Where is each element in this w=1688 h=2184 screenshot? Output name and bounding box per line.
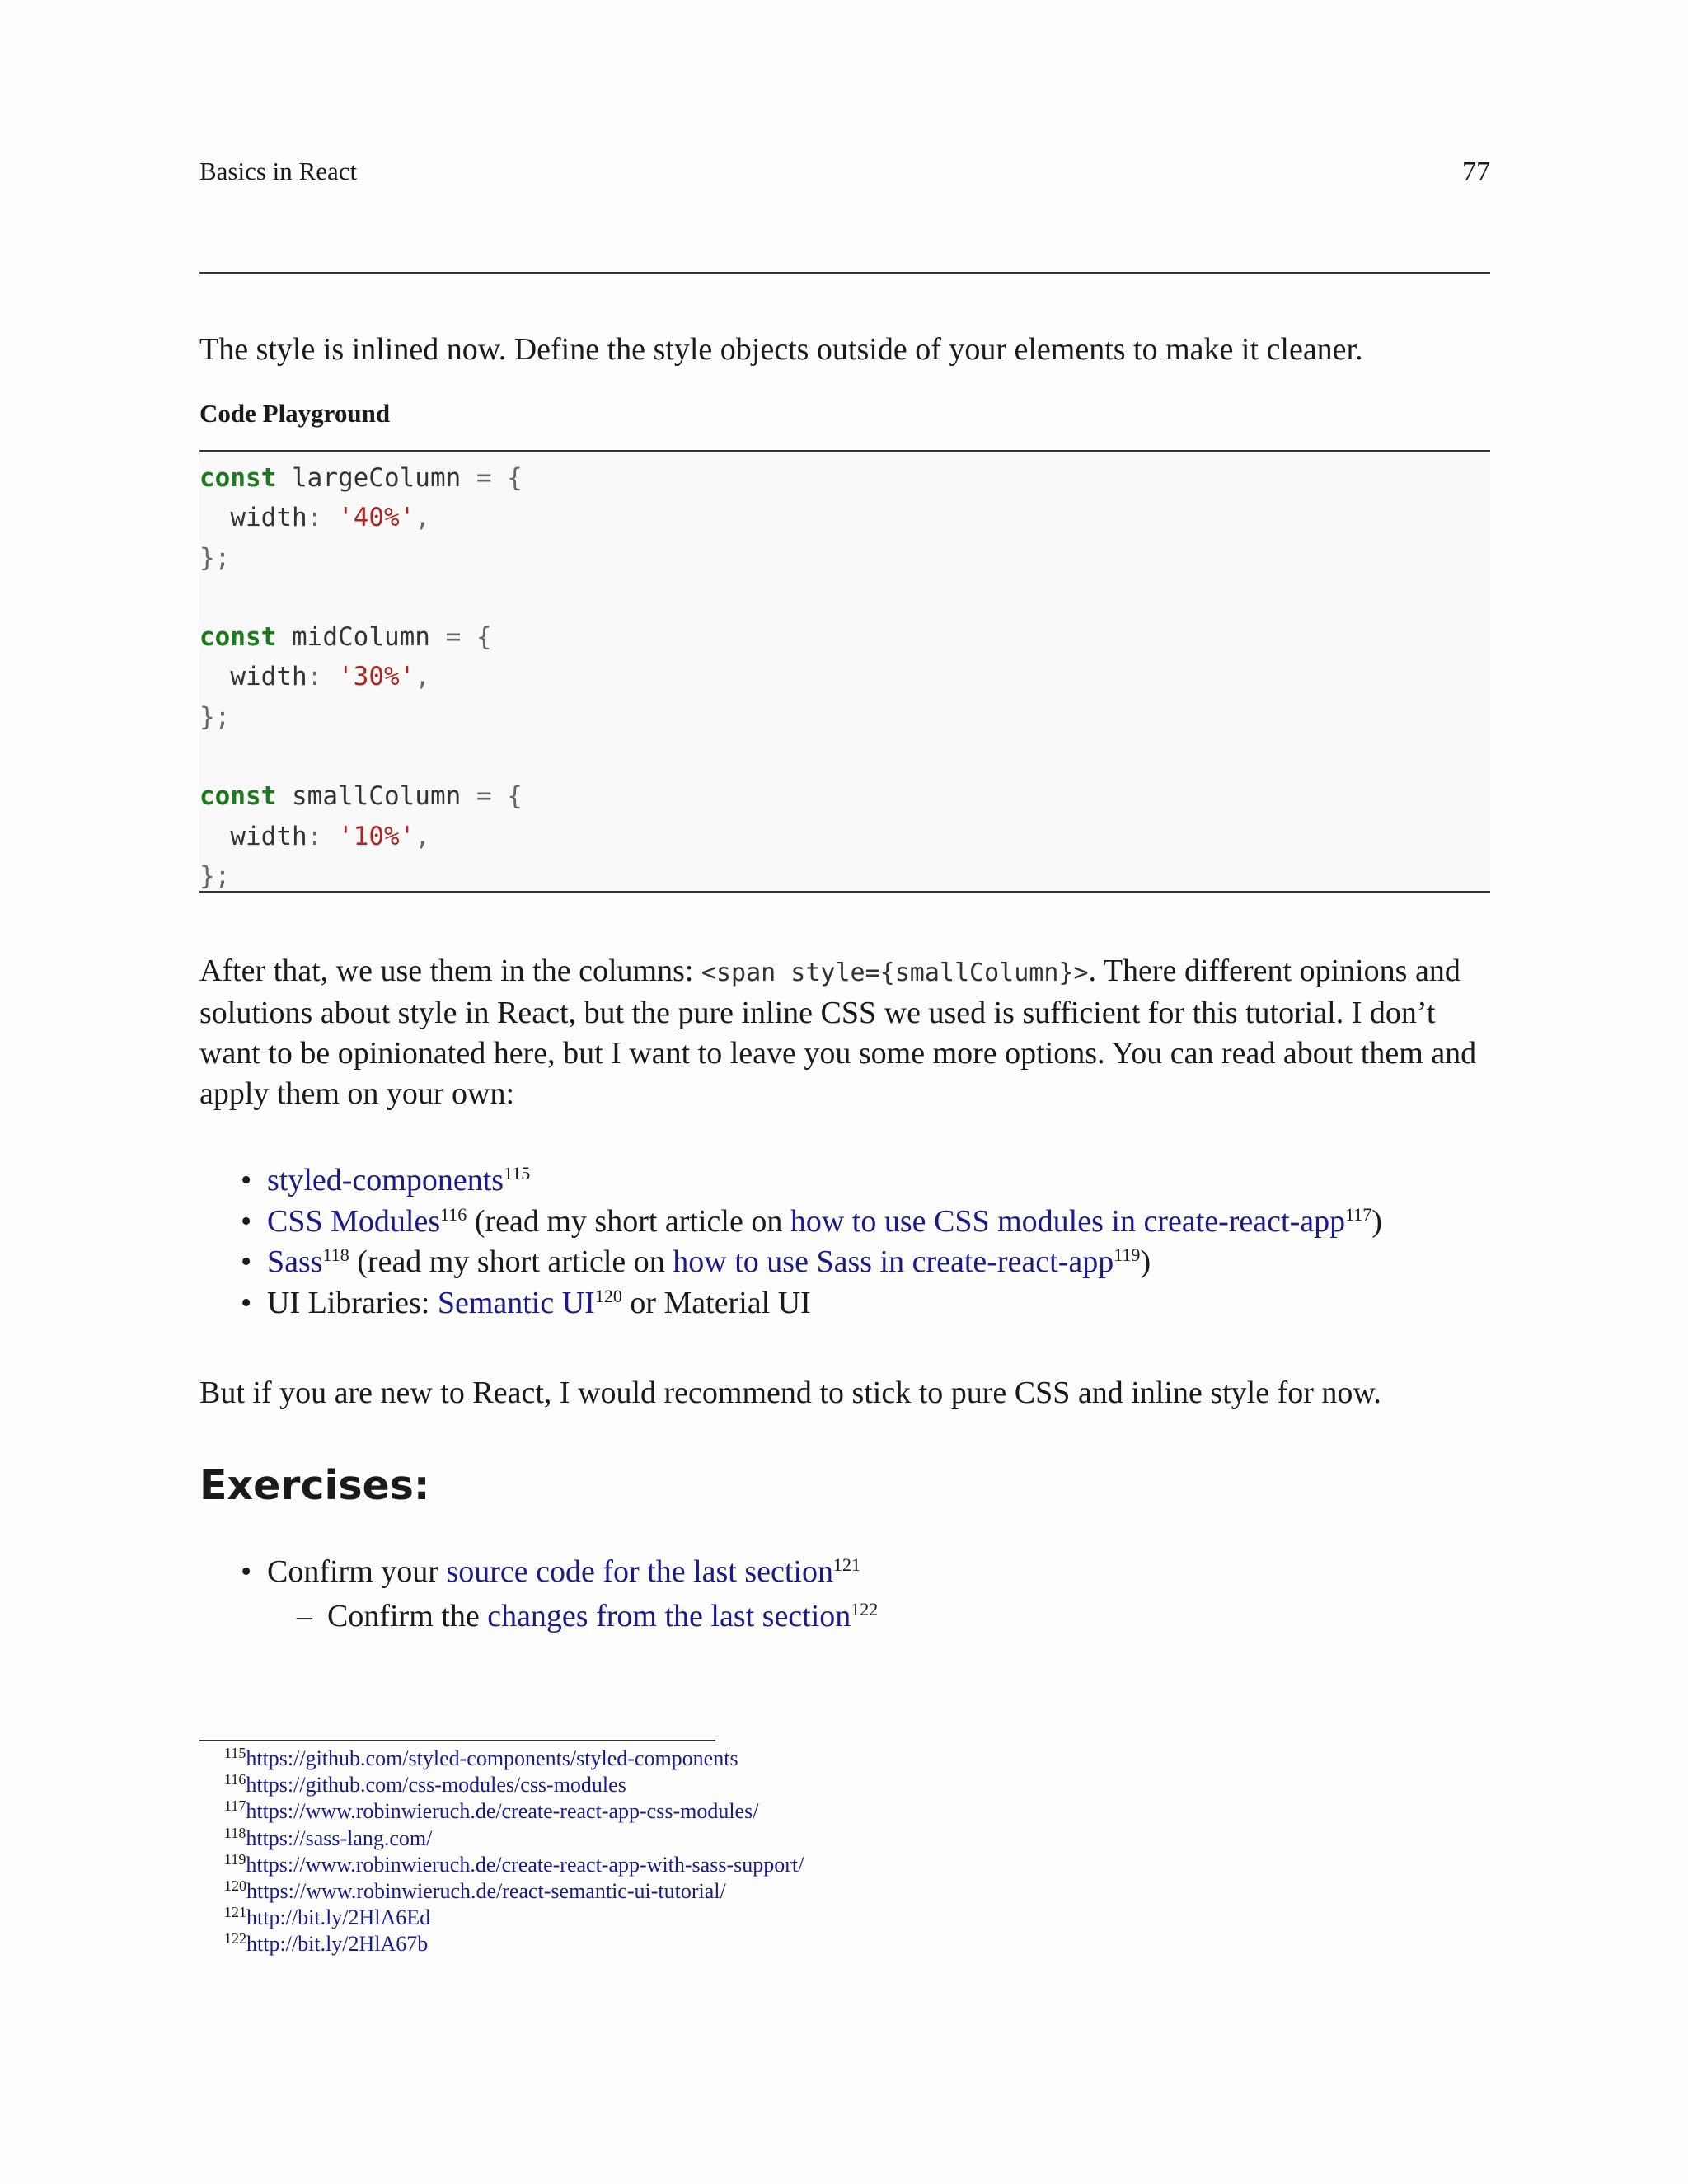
code-caption: Code Playground bbox=[199, 399, 391, 428]
css-modules-link[interactable]: CSS Modules bbox=[267, 1203, 441, 1239]
exercise-subitem: – Confirm the changes from the last section$^{122}$ bbox=[199, 1594, 1490, 1638]
footnotes bbox=[199, 1746, 1490, 1958]
exercises-heading: Exercises: bbox=[199, 1462, 430, 1509]
code-line: const midColumn = { bbox=[199, 622, 492, 653]
footnote-ref[interactable]: 122 bbox=[851, 1599, 879, 1619]
code-line: }; bbox=[199, 701, 231, 732]
footnote-ref[interactable]: 115 bbox=[504, 1163, 531, 1183]
source-code-link[interactable]: source code for the last section bbox=[446, 1554, 833, 1589]
footnote[interactable]: $^{119}$https://www.robinwieruch.de/create-react-app-with-sass-support/ bbox=[224, 1850, 804, 1877]
footnote-ref[interactable]: 121 bbox=[832, 1554, 860, 1575]
after-paragraph: After that, we use them in the columns: <span style={smallColumn}>. There different opinions and solutions about style in React, but the pure inline CSS we used is sufficient for this tutorial. I don’t want to be opinionated here, but I want to leave you some more options. You can read about them and apply them on your own: bbox=[199, 954, 1477, 1111]
running-header bbox=[199, 157, 1490, 193]
code-line: const largeColumn = { bbox=[199, 463, 523, 493]
semantic-ui-link[interactable]: Semantic UI bbox=[437, 1285, 595, 1320]
footnote[interactable]: $^{117}$https://www.robinwieruch.de/create-react-app-css-modules/ bbox=[224, 1797, 759, 1824]
footnote[interactable]: $^{118}$https://sass-lang.com/ bbox=[224, 1824, 433, 1850]
footnote-ref[interactable]: 117 bbox=[1345, 1203, 1372, 1225]
exercise-item: • Confirm your source code for the last section$^{121}$ bbox=[199, 1549, 1490, 1594]
page-number: 77 bbox=[1462, 157, 1490, 187]
styling-options-list bbox=[199, 1160, 1490, 1324]
list-item bbox=[199, 1160, 1490, 1202]
code-line: width: '10%', bbox=[199, 821, 430, 851]
footnote-ref[interactable]: 118 bbox=[322, 1244, 349, 1265]
code-line: width: '30%', bbox=[199, 662, 430, 692]
footnote[interactable]: $^{120}$https://www.robinwieruch.de/react-semantic-ui-tutorial/ bbox=[224, 1877, 726, 1903]
code-line bbox=[199, 737, 1490, 776]
inline-code: <span style={smallColumn}> bbox=[701, 958, 1089, 987]
styled-components-link[interactable]: styled-components bbox=[267, 1163, 504, 1197]
list-item: • Sass$^{118}$ (read my short article on how to use Sass in create-react-app$^{119}$) bbox=[199, 1242, 1490, 1283]
code-line: }; bbox=[199, 542, 231, 573]
chapter-title: Basics in React bbox=[199, 157, 358, 185]
css-modules-article-link[interactable]: how to use CSS modules in create-react-app bbox=[790, 1203, 1346, 1239]
sass-article-link[interactable]: how to use Sass in create-react-app bbox=[673, 1244, 1114, 1279]
footnote[interactable]: $^{116}$https://github.com/css-modules/css-modules bbox=[224, 1771, 626, 1797]
intro-paragraph: The style is inlined now. Define the style objects outside of your elements to make it cleaner. bbox=[199, 332, 1363, 367]
book-page bbox=[199, 0, 1490, 2184]
header-divider bbox=[199, 272, 1490, 274]
list-item: • UI Libraries: Semantic UI$^{120}$ or Material UI bbox=[199, 1283, 1490, 1324]
sass-link[interactable]: Sass bbox=[267, 1244, 323, 1279]
footnote-divider bbox=[199, 1740, 715, 1741]
footnote[interactable]: $^{121}$http://bit.ly/2HlA6Ed bbox=[224, 1904, 431, 1930]
code-line bbox=[199, 578, 1490, 617]
footnote[interactable]: $^{115}$https://github.com/styled-components/styled-components bbox=[224, 1745, 738, 1770]
list-item: • CSS Modules$^{116}$ (read my short article on how to use CSS modules in create-react-app$^{117}$) bbox=[199, 1202, 1490, 1243]
changes-link[interactable]: changes from the last section bbox=[487, 1599, 851, 1633]
footnote-ref[interactable]: 120 bbox=[594, 1285, 622, 1306]
exercises-list bbox=[199, 1549, 1490, 1638]
code-block bbox=[199, 450, 1490, 893]
footnote-ref[interactable]: 119 bbox=[1114, 1244, 1141, 1265]
code-line: width: '40%', bbox=[199, 503, 430, 533]
footnote-ref[interactable]: 116 bbox=[440, 1203, 467, 1225]
closing-paragraph: But if you are new to React, I would recommend to stick to pure CSS and inline style for now. bbox=[199, 1376, 1381, 1410]
footnote[interactable]: $^{122}$http://bit.ly/2HlA67b bbox=[224, 1930, 429, 1957]
code-line: }; bbox=[199, 860, 231, 891]
code-line: const smallColumn = { bbox=[199, 781, 523, 812]
